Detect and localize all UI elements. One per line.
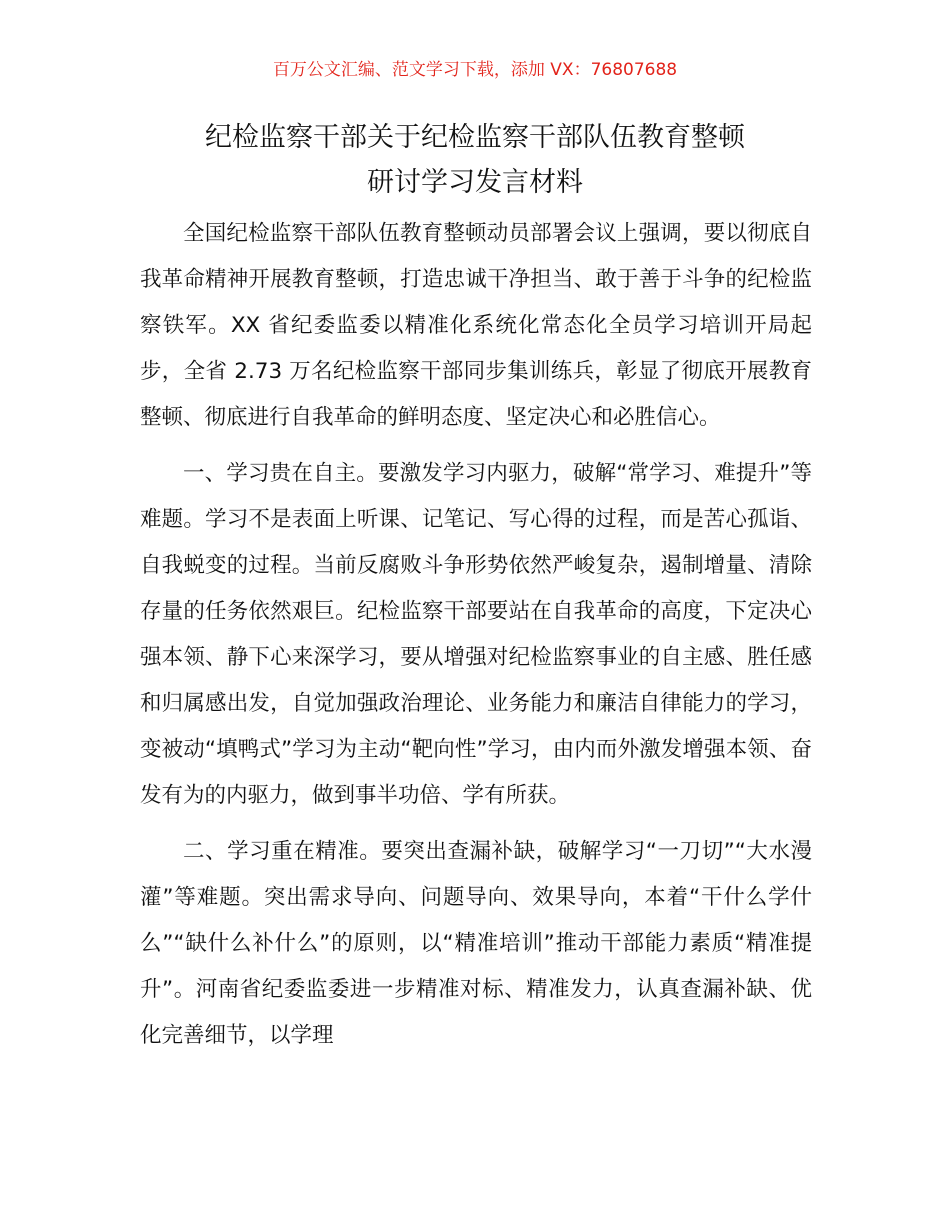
paragraph-intro: 全国纪检监察干部队伍教育整顿动员部署会议上强调，要以彻底自我革命精神开展教育整顿，打造忠诚干净担当、敢于善于斗争的纪检监察铁军。XX 省纪委监委以精准化系统化常态化全员学习培训开局起步，全省 2.73 万名纪检监察干部同步集训练兵，彰显了彻底开展教育整顿、彻底进行自我革命的鲜明态度、坚定决心和必胜信心。: [140, 221, 812, 430]
paragraph-section-2: 二、学习重在精准。要突出查漏补缺，破解学习“一刀切”“大水漫灌”等难题。突出需求导向、问题导向、效果导向，本着“干什么学什么”“缺什么补什么”的原则，以“精准培训”推动干部能力素质“精准提升”。河南省纪委监委进一步精准对标、精准发力，认真查漏补缺、优化完善细节，以学理: [140, 839, 812, 1048]
paragraph-section-1: 一、学习贵在自主。要激发学习内驱力，破解“常学习、难提升”等难题。学习不是表面上听课、记笔记、写心得的过程，而是苦心孤诣、自我蜕变的过程。当前反腐败斗争形势依然严峻复杂，遏制增量、清除存量的任务依然艰巨。纪检监察干部要站在自我革命的高度，下定决心强本领、静下心来深学习，要从增强对纪检监察事业的自主感、胜任感和归属感出发，自觉加强政治理论、业务能力和廉洁自律能力的学习，变被动“填鸭式”学习为主动“靶向性”学习，由内而外激发增强本领、奋发有为的内驱力，做到事半功倍、学有所获。: [140, 461, 812, 808]
title-line-2: 研讨学习发言材料: [367, 167, 583, 198]
header-promo-note: 百万公文汇编、范文学习下载，添加 VX：76807688: [272, 60, 678, 80]
document-title: [100, 115, 850, 205]
document-body: [140, 211, 812, 1059]
title-line-1: 纪检监察干部关于纪检监察干部队伍教育整顿: [205, 122, 745, 153]
